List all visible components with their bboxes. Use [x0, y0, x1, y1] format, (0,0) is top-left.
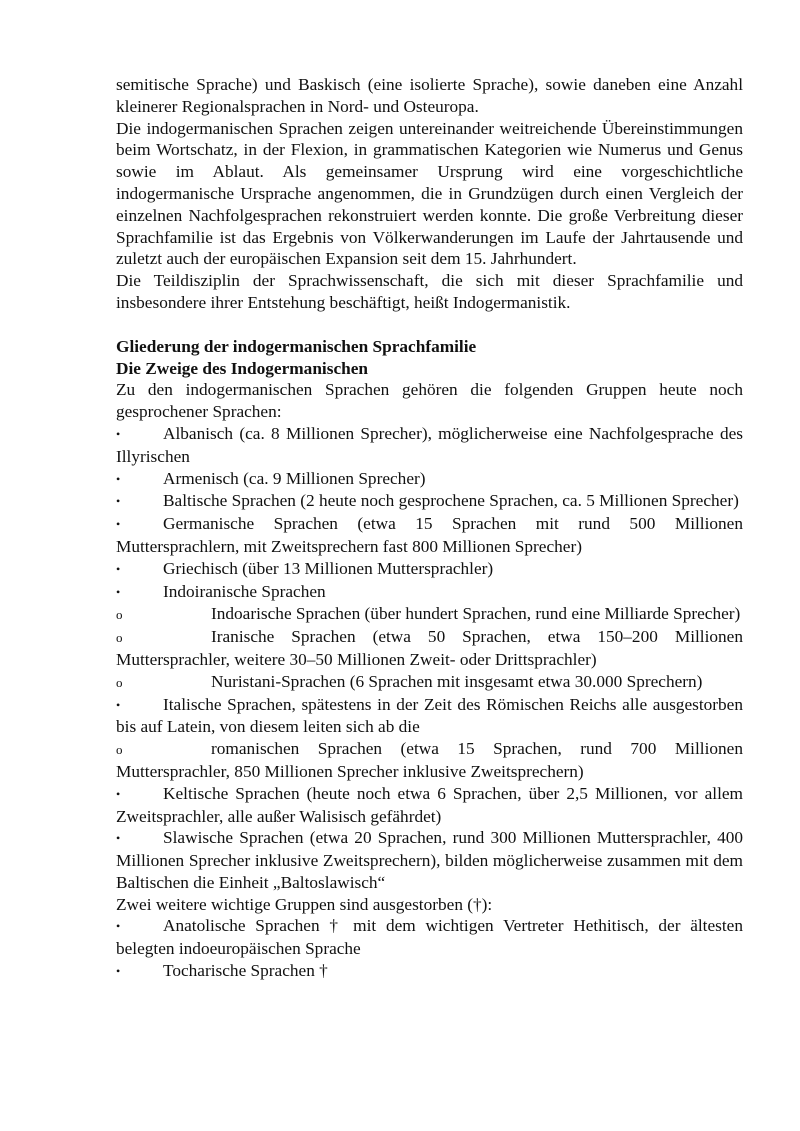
bullet-marker: • [116, 426, 121, 441]
sub-bullet-marker: o [116, 607, 123, 623]
sub-bullet-marker: o [116, 630, 123, 646]
list-item [116, 783, 743, 828]
list-item [116, 960, 743, 983]
paragraph: Die indogermanischen Sprachen zeigen untereinander weitreichende Übereinstimmungen beim Wortschatz, in der Flexion, in grammatischen Kategorien wie Numerus und Genus sowie im Ablaut. Als gemeinsamer Ursprung wird eine vorgeschichtliche indogermanische Ursprache angenommen, die in Grundzügen durch einen Vergleich der einzelnen Nachfolgesprachen rekonstruiert werden konnte. Die große Verbreitung dieser Sprachfamilie ist das Ergebnis von Völkerwanderungen im Laufe der Jahrtausende und zuletzt auch der europäischen Expansion seit dem 15. Jahrhundert. [116, 118, 743, 269]
list-item-text: Armenisch (ca. 9 Millionen Sprecher) [163, 468, 426, 488]
list-item-text: Slawische Sprachen (etwa 20 Sprachen, rund 300 Millionen Muttersprachler, 400 Millionen Sprecher inklusive Zweitsprechern), bilden möglicherweise zusammen mit dem Baltischen die Einheit „Baltoslawisch“ [116, 828, 743, 892]
list-item-text: Tocharische Sprachen † [163, 961, 328, 981]
list-item-text: Anatolische Sprachen † mit dem wichtigen Vertreter Hethitisch, der ältesten belegten indoeuropäischen Sprache [116, 916, 743, 959]
extinct-language-list [116, 915, 743, 982]
list-item [116, 513, 743, 558]
subsection-heading: Die Zweige des Indogermanischen [116, 358, 369, 378]
list-item [116, 468, 743, 491]
sub-bullet-marker: o [116, 742, 123, 758]
list-item-text: Iranische Sprachen (etwa 50 Sprachen, etwa 150–200 Millionen Muttersprachler, weitere 30–50 Millionen Zweit- oder Drittsprachler) [116, 627, 743, 669]
list-item [116, 915, 743, 960]
bullet-marker: • [116, 471, 121, 486]
bullet-marker: • [116, 697, 121, 712]
list-item-text: Indoiranische Sprachen [163, 581, 326, 601]
intro-paragraph: Zu den indogermanischen Sprachen gehören die folgenden Gruppen heute noch gesprochener Sprachen: [116, 380, 743, 422]
bullet-marker: • [116, 517, 121, 532]
list-item-text: Albanisch (ca. 8 Millionen Sprecher), möglicherweise eine Nachfolgesprache des Illyrischen [116, 423, 743, 466]
list-item-text: romanischen Sprachen (etwa 15 Sprachen, rund 700 Millionen Muttersprachler, 850 Millionen Sprecher inklusive Zweitsprechern) [116, 739, 743, 781]
extinct-intro: Zwei weitere wichtige Gruppen sind ausgestorben (†): [116, 894, 493, 914]
paragraph: Die Teildisziplin der Sprachwissenschaft, die sich mit dieser Sprachfamilie und insbesondere ihrer Entstehung beschäftigt, heißt Indogermanistik. [116, 271, 743, 312]
bullet-marker: • [116, 494, 121, 509]
list-item-text: Keltische Sprachen (heute noch etwa 6 Sprachen, über 2,5 Millionen, vor allem Zweitsprachler, alle außer Walisisch gefährdet) [116, 783, 743, 826]
list-item-text: Baltische Sprachen (2 heute noch gesprochene Sprachen, ca. 5 Millionen Sprecher) [163, 491, 739, 511]
section-heading: Gliederung der indogermanischen Sprachfamilie [116, 336, 477, 356]
language-list [116, 423, 743, 894]
sub-list-item [116, 671, 743, 694]
bullet-marker: • [116, 584, 121, 599]
paragraph: semitische Sprache) und Baskisch (eine isolierte Sprache), sowie daneben eine Anzahl kleinerer Regionalsprachen in Nord- und Osteuropa. [116, 75, 743, 116]
list-item-text: Italische Sprachen, spätestens in der Zeit des Römischen Reichs alle ausgestorben bis auf Latein, von diesem leiten sich ab die [116, 694, 743, 737]
list-item-text: Indoarische Sprachen (über hundert Sprachen, rund eine Milliarde Sprecher) [211, 604, 741, 624]
bullet-marker: • [116, 964, 121, 979]
sub-list-item [116, 603, 743, 626]
document-page [116, 74, 743, 983]
list-item [116, 827, 743, 893]
bullet-marker: • [116, 786, 121, 801]
list-item-text: Germanische Sprachen (etwa 15 Sprachen mit rund 500 Millionen Muttersprachlern, mit Zweitsprechern fast 800 Millionen Sprecher) [116, 514, 743, 556]
sub-list-item [116, 626, 743, 671]
sub-list-item [116, 738, 743, 783]
list-item [116, 423, 743, 468]
sub-bullet-marker: o [116, 674, 123, 690]
list-item [116, 490, 743, 513]
list-item-text: Griechisch (über 13 Millionen Muttersprachler) [163, 558, 494, 578]
list-item [116, 558, 743, 581]
bullet-marker: • [116, 561, 121, 576]
list-item-text: Nuristani-Sprachen (6 Sprachen mit insgesamt etwa 30.000 Sprechern) [211, 671, 703, 691]
bullet-marker: • [116, 919, 121, 934]
list-item [116, 694, 743, 739]
list-item [116, 581, 743, 604]
bullet-marker: • [116, 831, 121, 846]
